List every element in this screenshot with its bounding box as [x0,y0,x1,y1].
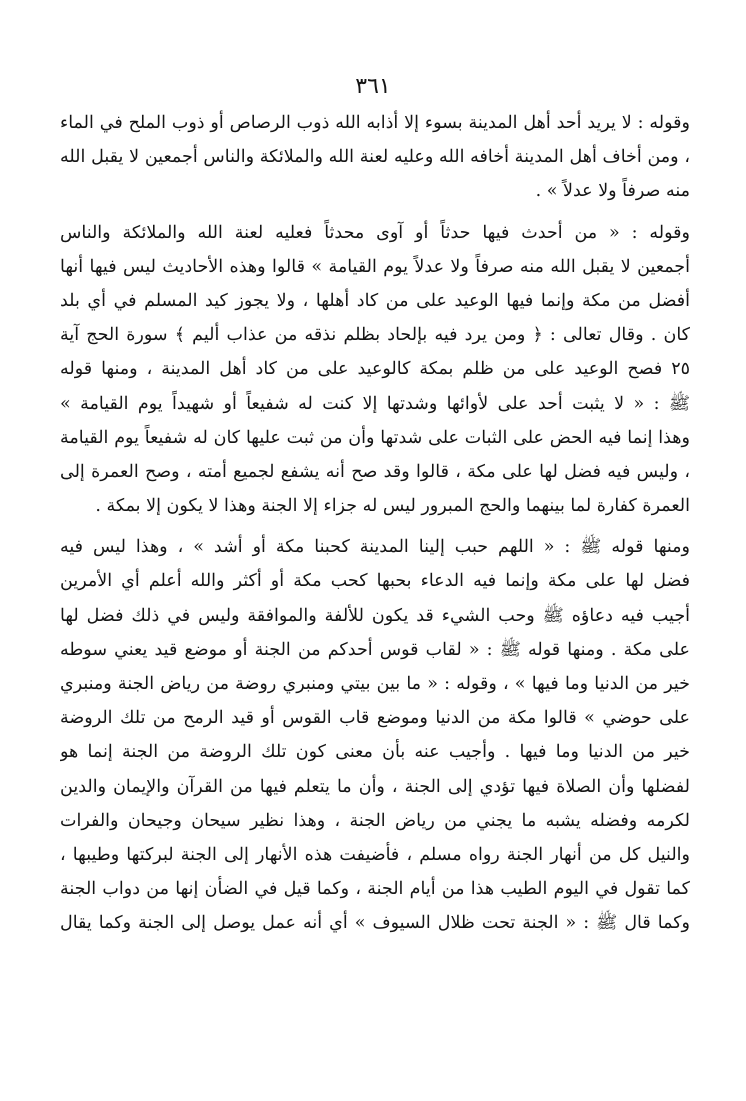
text-line: وقوله : لا يريد أحد أهل المدينة بسوء إلا أذابه الله ذوب الرصاص أو ذوب الملح في الماء [60,113,690,133]
text-line: فضل لها على مكة وإنما فيه الدعاء بحبها كحب مكة أو أكثر والله أعلم أي الأمرين [60,571,690,592]
text-line: لفضلها وأن الصلاة فيها تؤدي إلى الجنة ، وأن ما يتعلم فيها من القرآن والإيمان والدين [60,776,690,797]
text-line: ، ومن أخاف أهل المدينة أخافه الله وعليه لعنة الله والملائكة والناس أجمعين لا يقبل الله [60,147,690,168]
text-line: على مكة . ومنها قوله ﷺ : « لقاب قوس أحدكم من الجنة أو موضع قيد يعني سوطه [60,639,690,660]
page-number: ٣٦١ [355,74,391,99]
text-line: خير من الدنيا وما فيها » ، وقوله : « ما بين بيتي ومنبري روضة من رياض الجنة ومنبري [60,674,690,694]
paragraph-gap [60,209,690,216]
text-line: أجيب فيه دعاؤه ﷺ وحب الشيء قد يكون للألفة والموافقة وليس في ذلك فضل لها [60,605,690,626]
paragraph-2 [60,216,690,524]
body-text [60,106,690,941]
text-line: العمرة كفارة لما بينهما والحج المبرور ليس له جزاء إلا الجنة وهذا لا يكون إلا بمكة . [95,496,690,517]
text-line: والنيل كل من أنهار الجنة رواه مسلم ، فأضيفت هذه الأنهار إلى الجنة لبركتها وطيبها ، [60,844,690,865]
text-line: ومنها قوله ﷺ : « اللهم حبب إلينا المدينة كحبنا مكة أو أشد » ، وهذا ليس فيه [60,537,690,558]
paragraph-1 [60,106,690,209]
text-line: لكرمه وفضله يشبه ما يجني من رياض الجنة ، وهذا نظير سيحان وجيحان والفرات [60,810,690,831]
text-line: خير من الدنيا وما فيها . وأجيب عنه بأن معنى كون تلك الروضة من الجنة إنما هو [60,742,690,763]
text-line: وهذا إنما فيه الحض على الثبات على شدتها وأن من ثبت عليها كان له شفيعاً يوم القيامة [60,427,690,448]
text-line: أجمعين لا يقبل الله منه صرفاً ولا عدلاً يوم القيامة » قالوا وهذه الأحاديث ليس فيها أنها [60,256,690,277]
text-line: على حوضي » قالوا مكة من الدنيا وموضع قاب القوس أو قيد الرمح من تلك الروضة [60,708,690,729]
text-line: ﷺ : « لا يثبت أحد على لأوائها وشدتها إلا كنت له شفيعاً أو شهيداً يوم القيامة » [60,393,690,414]
text-line: وكما قال ﷺ : « الجنة تحت ظلال السيوف » أي أنه عمل يوصل إلى الجنة وكما يقال [60,913,690,934]
paragraph-3 [60,530,690,940]
text-line: وقوله : « من أحدث فيها حدثاً أو آوى محدثاً فعليه لعنة الله والملائكة والناس [60,222,690,243]
text-line: كان . وقال تعالى : ﴿ ومن يرد فيه بإلحاد بظلم نذقه من عذاب أليم ﴾ سورة الحج آية [60,325,690,346]
paragraph-gap [60,523,690,530]
text-line: منه صرفاً ولا عدلاً » . [535,181,690,202]
text-line: كما تقول في اليوم الطيب هذا من أيام الجنة ، وكما قيل في الضأن إنها من دواب الجنة [60,879,690,900]
text-line: أفضل من مكة وإنما فيها الوعيد على من كاد أهلها ، ولا يجوز كيد المسلم في أي بلد [60,290,690,311]
text-line: ، وليس فيه فضل لها على مكة ، قالوا وقد صح أنه يشفع لجميع أمته ، وصح العمرة إلى [60,461,690,482]
text-line: ٢٥ فصح الوعيد على من ظلم بمكة كالوعيد على من كاد أهل المدينة ، ومنها قوله [60,359,690,380]
